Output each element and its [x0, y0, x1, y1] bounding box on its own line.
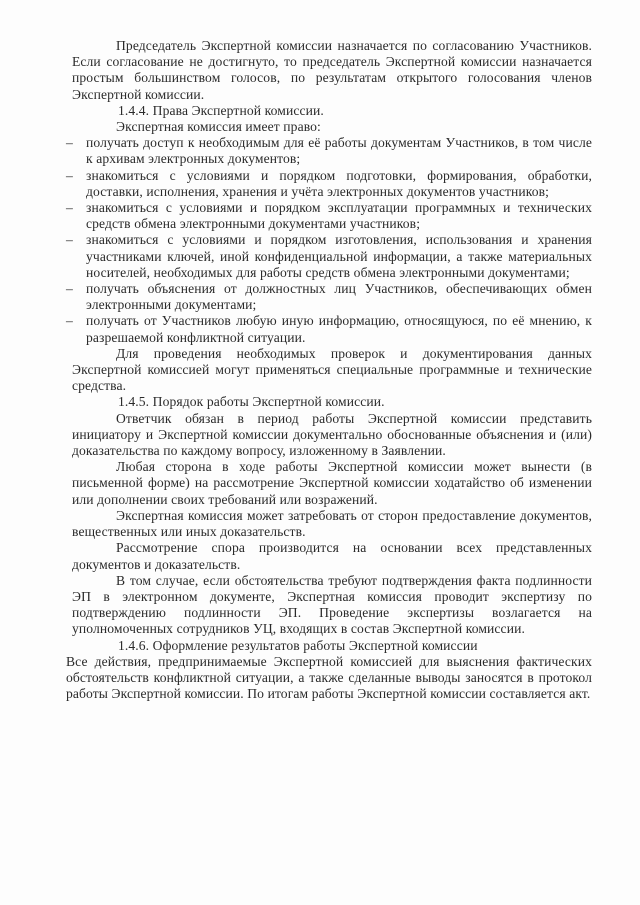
document-body	[66, 38, 592, 702]
list-item: – знакомиться с условиями и порядком подготовки, формирования, обработки, доставки, исполнения, хранения и учёта электронных документов участников;	[72, 168, 592, 200]
list-item: – получать от Участников любую иную информацию, относящуюся, по её мнению, к разрешаемой конфликтной ситуации.	[72, 313, 592, 345]
section-heading-1-4-4: 1.4.4. Права Экспертной комиссии.	[118, 102, 324, 118]
paragraph-expertise: В том случае, если обстоятельства требуют подтверждения факта подлинности ЭП в электронном документе, Экспертная комиссия проводит экспертизу по подтверждению подлинности ЭП. Проведение экспертизы возлагается на уполномоченных сотрудников УЦ, входящих в состав Экспертной комиссии.	[72, 572, 592, 637]
paragraph-rights-intro: Экспертная комиссия имеет право:	[116, 119, 321, 135]
paragraph-results: Все действия, предпринимаемые Экспертной комиссией для выяснения фактических обстоятельств конфликтной ситуации, а также сделанные выводы заносятся в протокол работы Экспертной комиссии. По итогам работы Экспертной комиссии составляется акт.	[66, 653, 592, 702]
paragraph-respondent: Ответчик обязан в период работы Экспертной комиссии представить инициатору и Экспертной комиссии документально обоснованные объяснения и (или) доказательства по каждому вопросу, изложенному в Заявлении.	[72, 410, 592, 459]
list-item: – получать доступ к необходимым для её работы документам Участников, в том числе к архивам электронных документов;	[72, 135, 592, 167]
list-item: – знакомиться с условиями и порядком эксплуатации программных и технических средств обмена электронными документами участников;	[72, 200, 592, 232]
paragraph-request-docs: Экспертная комиссия может затребовать от сторон предоставление документов, вещественных или иных доказательств.	[72, 507, 592, 540]
section-heading-1-4-6: 1.4.6. Оформление результатов работы Экспертной комиссии	[118, 637, 478, 653]
paragraph-tools: Для проведения необходимых проверок и документирования данных Экспертной комиссией могут применяться специальные программные и технические средства.	[72, 345, 592, 394]
list-item: – знакомиться с условиями и порядком изготовления, использования и хранения участниками ключей, иной конфиденциальной информации, а также материальных носителей, необходимых для работы средств обмена электронными документами;	[72, 232, 592, 281]
paragraph-any-party: Любая сторона в ходе работы Экспертной комиссии может вынести (в письменной форме) на рассмотрение Экспертной комиссии ходатайство об изменении или дополнении своих требований или возражений.	[72, 459, 592, 507]
rights-list	[72, 135, 592, 346]
paragraph-chairman: Председатель Экспертной комиссии назначается по согласованию Участников. Если согласование не достигнуто, то председатель Экспертной комиссии назначается простым большинством голосов, по результатам открытого голосования членов Экспертной комиссии.	[72, 38, 592, 102]
list-item: – получать объяснения от должностных лиц Участников, обеспечивающих обмен электронными документами;	[72, 281, 592, 313]
section-heading-1-4-5: 1.4.5. Порядок работы Экспертной комиссии.	[118, 394, 385, 410]
paragraph-dispute: Рассмотрение спора производится на основании всех представленных документов и доказательств.	[72, 540, 592, 572]
